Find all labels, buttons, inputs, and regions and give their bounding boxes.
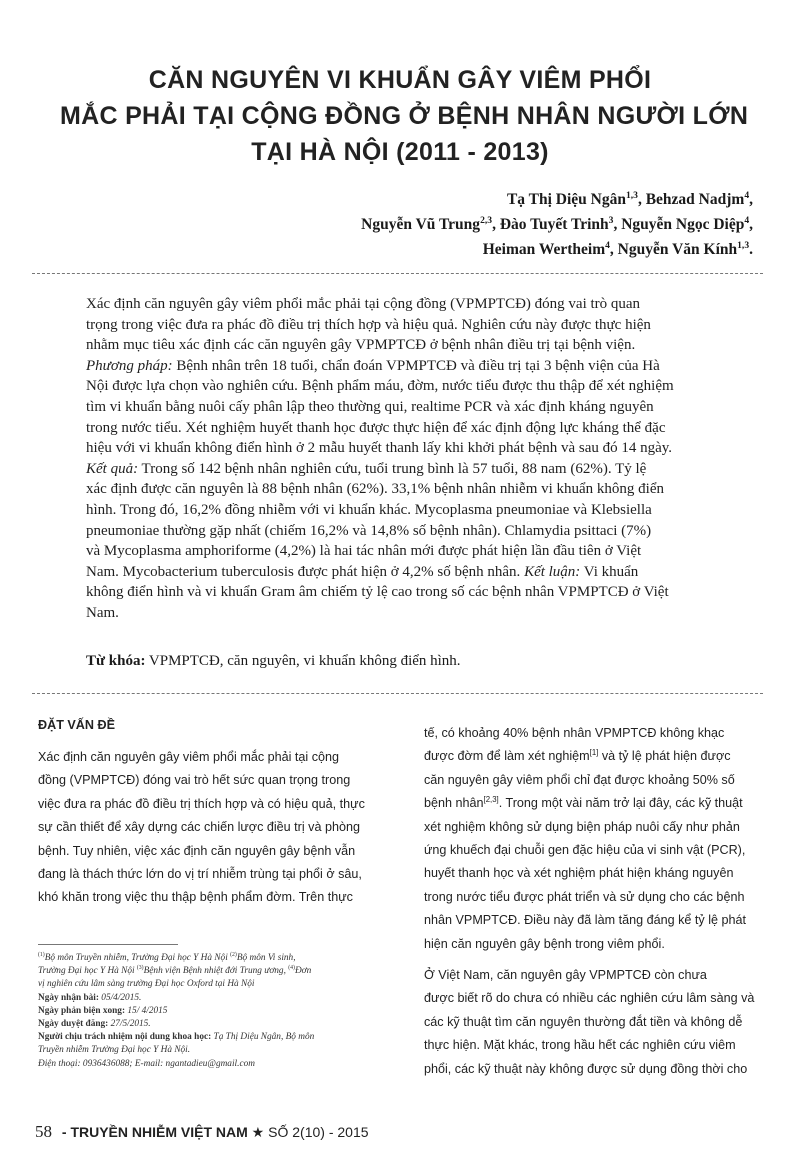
text-line (86, 582, 766, 603)
text-line (86, 562, 766, 583)
text-line (38, 840, 394, 863)
text-line (38, 1058, 398, 1071)
text-span: Heiman Wertheim (482, 241, 606, 258)
superscript: (1) (38, 951, 45, 958)
text-line (86, 521, 766, 542)
text-line (361, 212, 753, 237)
keywords (86, 653, 461, 670)
text-line (86, 418, 766, 439)
text-line (86, 294, 766, 315)
text-line (86, 541, 766, 562)
text-span: pneumoniae thường gặp nhất (chiếm 16,2% và 14,8% số bệnh nhân). Chlamydia psittaci (7%) (86, 522, 652, 539)
text-line (424, 792, 774, 815)
text-line (38, 793, 394, 816)
text-line (86, 376, 766, 397)
article-title (60, 62, 749, 170)
superscript: 3 (608, 214, 614, 226)
text-line (86, 479, 766, 500)
superscript: (2) (230, 951, 237, 958)
text-span: Trường Đại học Y Hà Nội (38, 966, 137, 977)
text-line (361, 187, 753, 212)
text-span: Vi khuẩn (580, 563, 639, 580)
text-line (424, 722, 774, 745)
text-span: hiện căn nguyên gây bệnh trong viêm phổi. (424, 936, 665, 951)
text-span: và Mycoplasma amphoriforme (4,2%) là hai tác nhân mới được phát hiện lần đầu tiên ở Việt (86, 543, 642, 560)
text-span: , Đào Tuyết Trinh (492, 216, 609, 233)
text-line (424, 1034, 774, 1057)
text-line (424, 886, 774, 909)
superscript: (3) (136, 965, 144, 972)
text-line (38, 1005, 398, 1018)
text-span: các kỹ thuật tìm căn nguyên thường đắt tiền và không dễ (424, 1014, 743, 1029)
text-span: đồng (VPMPTCĐ) đóng vai trò hết sức quan trọng trong (38, 773, 351, 788)
footnotes (38, 952, 398, 1071)
text-span: thực hiện. Mặt khác, trong hầu hết các nghiên cứu viêm (424, 1038, 736, 1053)
title-line: CĂN NGUYÊN VI KHUẨN GÂY VIÊM PHỔI (148, 66, 652, 94)
text-line (424, 909, 774, 932)
text-line (38, 1044, 398, 1057)
text-span: Ngày duyệt đăng: (38, 1019, 111, 1030)
abstract (86, 294, 766, 624)
text-line (424, 839, 774, 862)
text-line (38, 992, 398, 1005)
text-line (38, 1031, 398, 1044)
text-span: Nội được lựa chọn vào nghiên cứu. Bệnh phẩm máu, đờm, nước tiểu được thu thập để xét nghiệm (86, 378, 674, 395)
text-span: trong nước tiểu. Xét nghiệm huyết thanh học được thực hiện để xác định động lực kháng thể đặc (86, 419, 666, 436)
text-span: Bệnh viện Bệnh nhiệt đới Trung ương, (143, 966, 289, 977)
text-line (38, 746, 394, 769)
right-column-body (424, 722, 774, 1081)
text-span: , (749, 191, 753, 208)
text-span: và tỷ lệ phát hiện được (598, 749, 731, 764)
text-span: , Behzad Nadjm (637, 191, 745, 208)
text-span: , Nguyễn Văn Kính (609, 241, 738, 258)
text-span: xét nghiệm không sử dụng biện pháp nuôi cấy như phản (424, 819, 740, 834)
keywords-label: Từ khóa: (86, 653, 146, 669)
superscript: 4 (744, 189, 750, 201)
text-span: nhân VPMPTCĐ. Điều này đã làm tăng đáng kể tỷ lệ phát (424, 913, 747, 928)
title-line: MẮC PHẢI TẠI CỘNG ĐỒNG Ở BỆNH NHÂN NGƯỜI LỚN (60, 102, 749, 130)
text-span: trọng trong việc đưa ra phác đồ điều trị thích hợp và hiệu quả. Nghiên cứu này được thực hiện (86, 316, 651, 333)
text-line (86, 603, 766, 624)
text-line (424, 964, 774, 987)
text-span: được biết rõ do chưa có nhiều các nghiên cứu lâm sàng và (424, 991, 755, 1006)
text-span: Nguyễn Vũ Trung (361, 216, 481, 233)
text-span: , (749, 216, 753, 233)
text-span: Truyền nhiễm Trường Đại học Y Hà Nội. (38, 1045, 191, 1056)
text-span: Xác định căn nguyên gây viêm phổi mắc phải tại cộng (38, 750, 340, 764)
text-span: được đờm để làm xét nghiệm (424, 749, 590, 764)
text-span: việc đưa ra phác đồ điều trị thích hợp và có hiệu quả, thực (38, 796, 365, 811)
text-span: . (749, 241, 753, 258)
journal-name: - TRUYỀN NHIỄM VIỆT NAM (61, 1124, 248, 1140)
text-line (38, 816, 394, 839)
text-line (86, 438, 766, 459)
text-span: đang là thách thức lớn do vị trí nhiễm trùng tại phổi ở sâu, (38, 867, 362, 882)
text-span: tế, có khoảng 40% bệnh nhân VPMPTCĐ không khạc (424, 726, 725, 740)
text-line (424, 862, 774, 885)
text-span: phổi, các kỹ thuật này không được sử dụng đồng thời cho (424, 1061, 748, 1076)
text-span: Bộ môn Vi sinh, (236, 953, 296, 963)
text-line (424, 745, 774, 768)
text-span: Bộ môn Truyền nhiễm, Trường Đại học Y Hà Nội (44, 953, 231, 963)
text-line (424, 769, 774, 792)
title-line: TẠI HÀ NỘI (2011 - 2013) (251, 138, 549, 166)
text-span: Kết luận: (524, 563, 581, 580)
text-span: xác định được căn nguyên là 88 bệnh nhân (62%). 33,1% bệnh nhân nhiễm vi khuẩn không điển (86, 481, 665, 498)
abstract-bottom-divider (32, 693, 763, 694)
text-span: ứng khuếch đại chuỗi gen đặc hiệu của vi sinh vật (PCR), (424, 843, 746, 858)
superscript: 4 (605, 239, 610, 251)
text-span: Phương pháp: (86, 357, 173, 374)
section-heading: ĐẶT VẤN ĐỀ (38, 718, 115, 732)
text-line (424, 987, 774, 1010)
superscript: 1,3 (625, 189, 638, 201)
text-span: Ở Việt Nam, căn nguyên gây VPMPTCĐ còn chưa (424, 968, 707, 983)
text-line (424, 816, 774, 839)
text-span: không điển hình và vi khuẩn Gram âm chiếm tỷ lệ cao trong số các bệnh nhân VPMPTCĐ ở Việt (86, 584, 669, 601)
superscript: 4 (744, 214, 750, 226)
star-icon: ★ (251, 1124, 265, 1140)
text-line (38, 886, 394, 909)
superscript: [2,3] (483, 795, 499, 805)
text-span: trong nước tiểu được phát triển và sử dụng cho các bệnh (424, 889, 745, 904)
text-line (361, 237, 753, 262)
text-line (86, 356, 766, 377)
left-column-body (38, 746, 394, 910)
text-span: căn nguyên gây viêm phổi chỉ đạt được khoảng 50% số (424, 772, 735, 787)
issue-number: SỐ 2(10) - 2015 (268, 1124, 369, 1140)
text-span: , Nguyễn Ngọc Diệp (613, 216, 745, 233)
text-span: hiệu với vi khuẩn không điển hình ở 2 mẫu huyết thanh lấy khi khởi phát bệnh và sau đó 14 ngày. (86, 440, 673, 457)
text-line (38, 952, 398, 965)
text-span: Người chịu trách nhiệm nội dung khoa học: (38, 1032, 214, 1043)
abstract-top-divider (32, 273, 763, 274)
text-line (38, 769, 394, 792)
text-span: Nam. Mycobacterium tuberculosis được phát hiện ở 4,2% số bệnh nhân. (86, 563, 525, 580)
text-span: hình. Trong đó, 16,2% đồng nhiễm với vi khuẩn khác. Mycoplasma pneumoniae và Klebsiella (86, 501, 652, 518)
text-span: Điện thoại: 0936436088; E-mail: ngantadieu@gmail.com (38, 1058, 255, 1069)
text-line (38, 978, 398, 991)
text-line (38, 965, 398, 978)
text-span: huyết thanh học và xét nghiệm phát hiện kháng nguyên (424, 866, 734, 881)
text-line (86, 335, 766, 356)
text-span: vị nghiên cứu lâm sàng trường Đại học Oxford tại Hà Nội (38, 979, 255, 990)
text-line (86, 397, 766, 418)
superscript: (4) (288, 965, 295, 972)
text-span: sự cần thiết để xây dựng các chiến lược điều trị và phòng (38, 820, 360, 835)
text-span: nhằm mục tiêu xác định các căn nguyên gây VPMPTCĐ ở bệnh nhân điều trị tại bệnh viện. (86, 337, 636, 354)
text-span: tìm vi khuẩn bằng nuôi cấy phân lập theo thường qui, realtime PCR và xác định kháng nguyên (86, 398, 654, 415)
text-span: Bệnh nhân trên 18 tuổi, chẩn đoán VPMPTCĐ và điều trị tại 3 bệnh viện của Hà (172, 357, 660, 374)
text-line (38, 1018, 398, 1031)
text-span: Kết quả: (86, 460, 139, 477)
text-span: khó khăn trong việc thu thập bệnh phẩm đờm. Trên thực (38, 890, 353, 905)
text-span: Xác định căn nguyên gây viêm phổi mắc phải tại cộng đồng (VPMPTCĐ) đóng vai trò quan (86, 296, 641, 312)
author-list (361, 187, 753, 262)
text-span: bệnh. Tuy nhiên, việc xác định căn nguyên gây bệnh vẫn (38, 843, 356, 858)
footnote-rule (38, 944, 178, 945)
text-line (86, 459, 766, 480)
superscript: 1,3 (737, 239, 750, 251)
text-span: 15/ 4/2015 (127, 1005, 168, 1016)
page-number: 58 (35, 1122, 52, 1141)
text-span: Nam. (86, 604, 119, 621)
text-span: Đơn (294, 966, 312, 977)
text-span: Tạ Thị Diệu Ngân, Bộ môn (213, 1032, 315, 1043)
text-span: 05/4/2015. (101, 992, 142, 1003)
text-span: Trong số 142 bệnh nhân nghiên cứu, tuổi trung bình là 57 tuổi, 88 nam (62%). Tỷ lệ (138, 460, 647, 477)
superscript: [1] (589, 748, 599, 758)
text-span: Ngày nhận bài: (38, 992, 102, 1003)
text-line (86, 315, 766, 336)
text-line (38, 863, 394, 886)
keywords-text: VPMPTCĐ, căn nguyên, vi khuẩn không điển hình. (145, 653, 461, 669)
text-line (86, 500, 766, 521)
text-line (424, 1058, 774, 1081)
text-span: Ngày phản biện xong: (38, 1005, 128, 1016)
text-line (424, 1011, 774, 1034)
text-span: 27/5/2015. (110, 1019, 151, 1030)
page-footer (35, 1122, 369, 1142)
text-line (424, 933, 774, 956)
text-span: Tạ Thị Diệu Ngân (506, 191, 626, 208)
superscript: 2,3 (480, 214, 493, 226)
text-span: . Trong một vài năm trở lại đây, các kỹ thuật (498, 796, 743, 811)
text-span: bệnh nhân (424, 796, 484, 811)
